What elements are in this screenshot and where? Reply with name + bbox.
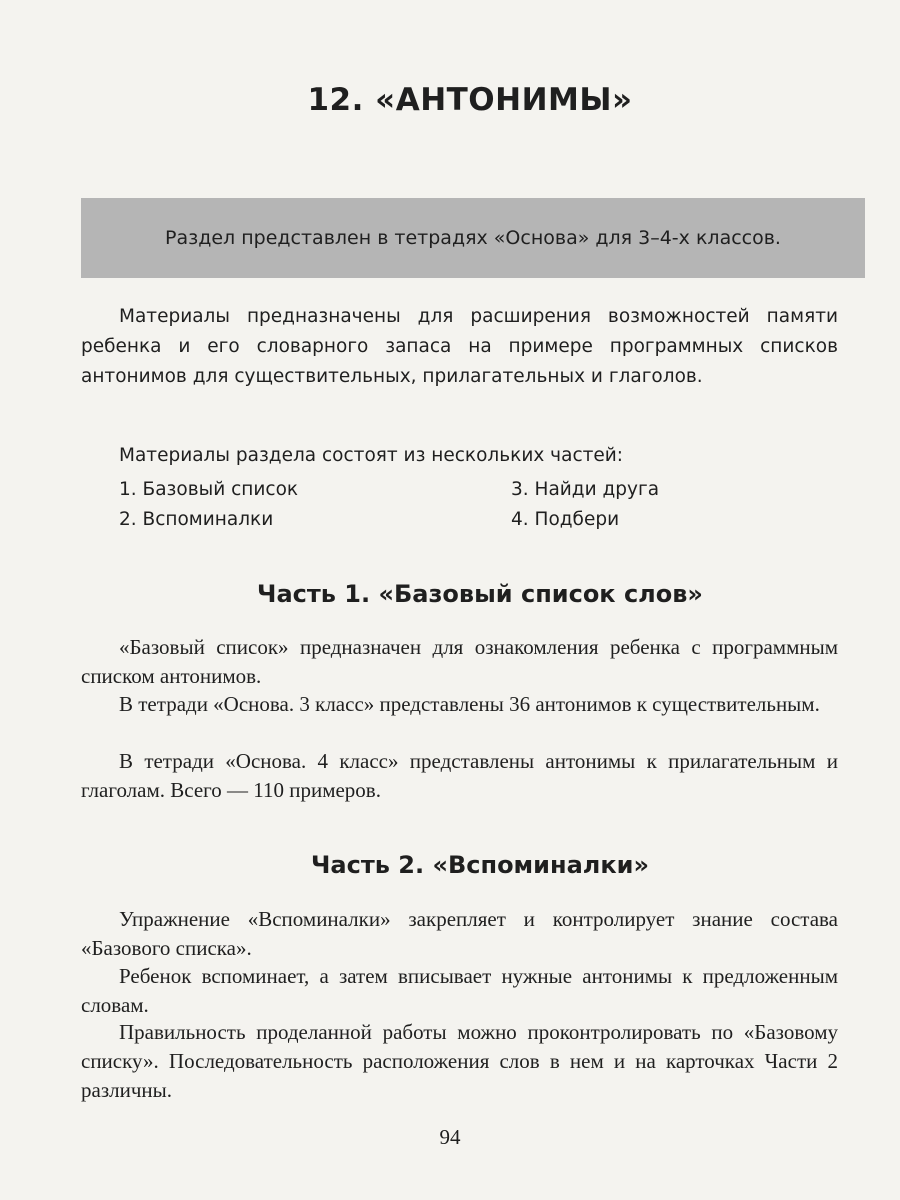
part1-paragraph: В тетради «Основа. 4 класс» представлены антонимы к прилагательным и глаголам. Всего — 110 примеров. [81, 749, 838, 802]
part1-paragraph: «Базовый список» предназначен для ознакомления ребенка с программным списком антонимов. [81, 635, 838, 688]
part2-paragraph: Упражнение «Вспоминалки» закрепляет и контролирует знание состава «Базового списка». [81, 907, 838, 960]
part2-paragraph: Ребенок вспоминает, а затем вписывает нужные антонимы к предложенным словам. [81, 964, 838, 1017]
list-item: 4. Подбери [511, 509, 620, 530]
section-note-box [81, 198, 865, 278]
page-number: 94 [439, 1125, 461, 1149]
section-note: Раздел представлен в тетрадях «Основа» для 3–4-х классов. [165, 227, 781, 249]
parts-lead: Материалы раздела состоят из нескольких частей: [119, 445, 624, 466]
part2-heading: Часть 2. «Вспоминалки» [311, 851, 649, 879]
list-item: 1. Базовый список [119, 479, 299, 500]
parts-list-right [511, 475, 659, 535]
list-item: 3. Найди друга [511, 479, 660, 500]
list-item: 2. Вспоминалки [119, 509, 274, 530]
intro-paragraph: Материалы предназначены для расширения возможностей памяти ребенка и его словарного запаса на примере программных списков антонимов для существительных, прилагательных и глаголов. [81, 306, 838, 387]
part1-heading: Часть 1. «Базовый список слов» [257, 580, 703, 608]
part1-paragraph: В тетради «Основа. 3 класс» представлены 36 антонимов к существительным. [119, 692, 820, 716]
parts-list-left [119, 475, 298, 535]
page-title: 12. «АНТОНИМЫ» [307, 82, 633, 118]
part2-paragraph: Правильность проделанной работы можно проконтролировать по «Базовому списку». Последовательность расположения слов в нем и на карточках Части 2 различны. [81, 1020, 838, 1102]
